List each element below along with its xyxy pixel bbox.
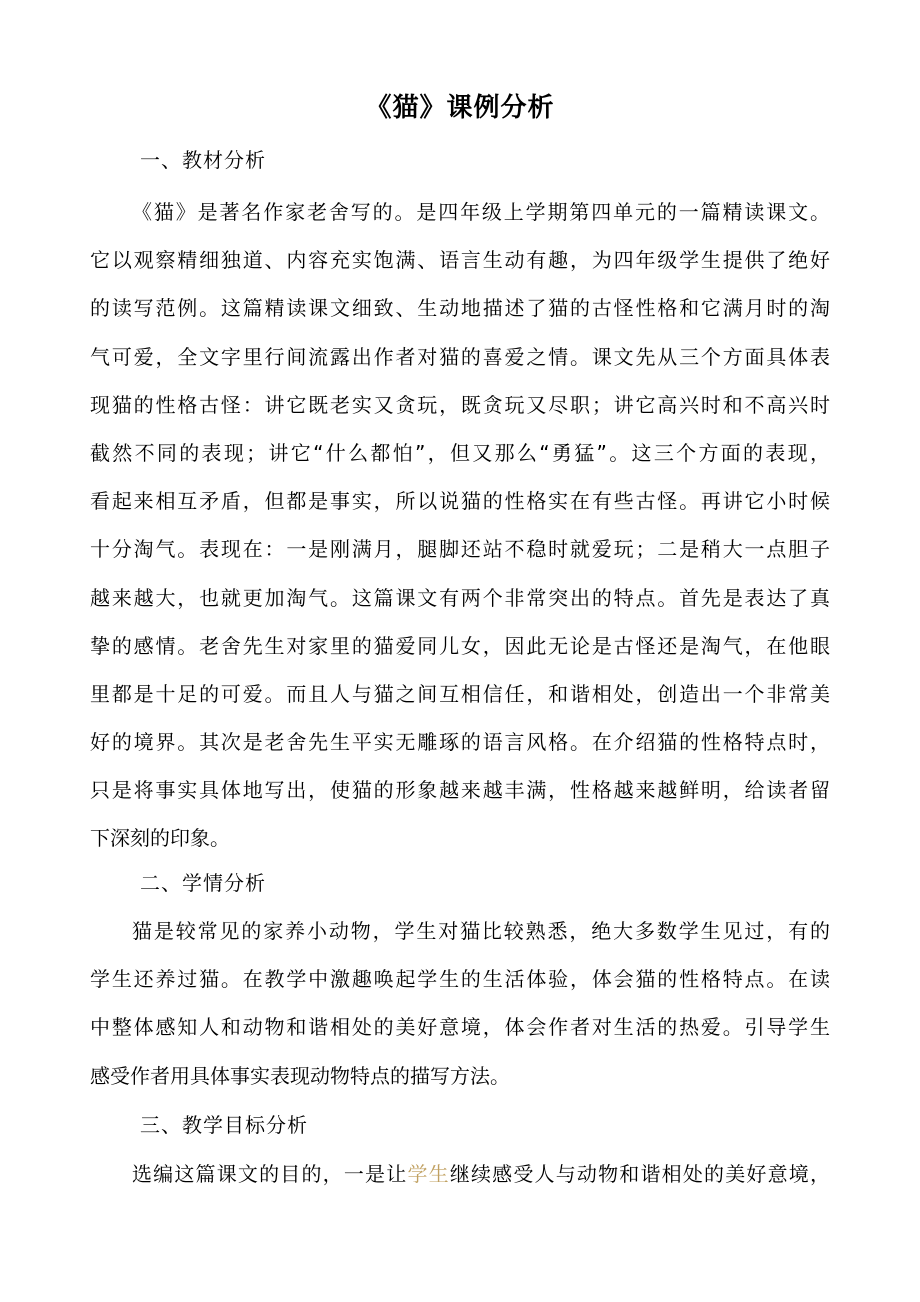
paragraph-line: 越来越大，也就更加淘气。这篇课文有两个非常突出的特点。首先是表达了真 [90,585,830,610]
paragraph-line: 《猫》是著名作家老舍写的。是四年级上学期第四单元的一篇精读课文。 [132,200,830,224]
paragraph-student-analysis [90,907,830,1100]
paragraph-line: 感受作者用具体事实表现动物特点的描写方法。 [90,1063,510,1088]
section-heading-teaching-goals: 三、教学目标分析 [140,1113,308,1137]
section-heading-textbook-analysis: 一、教材分析 [140,148,266,172]
paragraph-line: 好的境界。其次是老舍先生平实无雕琢的语言风格。在介绍猫的性格特点时， [90,730,830,755]
paragraph-teaching-goals [90,1150,830,1198]
paragraph-line: 它以观察精细独道、内容充实饱满、语言生动有趣，为四年级学生提供了绝好 [90,248,830,273]
page-title: 《猫》课例分析 [365,93,555,123]
paragraph-line: 现猫的性格古怪：讲它既老实又贪玩，既贪玩又尽职；讲它高兴时和不高兴时 [90,392,830,417]
paragraph-line: 猫是较常见的家养小动物，学生对猫比较熟悉，绝大多数学生见过，有的 [132,919,830,943]
paragraph-line [90,1150,830,1198]
paragraph-line: 气可爱，全文字里行间流露出作者对猫的喜爱之情。课文先从三个方面具体表 [90,344,830,369]
paragraph-textbook-analysis [90,188,830,863]
paragraph-line: 截然不同的表现；讲它“什么都怕”，但又那么“勇猛”。这三个方面的表现， [90,440,830,465]
section-heading-student-analysis: 二、学情分析 [140,871,266,895]
paragraph-line: 中整体感知人和动物和谐相处的美好意境，体会作者对生活的热爱。引导学生 [90,1015,830,1040]
highlighted-word: 学生 [407,1162,450,1186]
paragraph-line: 看起来相互矛盾，但都是事实，所以说猫的性格实在有些古怪。再讲它小时候 [90,489,830,514]
line-text-before: 选编这篇课文的目的，一是让 [132,1162,408,1186]
paragraph-line: 的读写范例。这篇精读课文细致、生动地描述了猫的古怪性格和它满月时的淘 [90,296,830,321]
paragraph-line: 只是将事实具体地写出，使猫的形象越来越丰满，性格越来越鲜明，给读者留 [90,778,830,803]
paragraph-line: 十分淘气。表现在：一是刚满月，腿脚还站不稳时就爱玩；二是稍大一点胆子 [90,537,830,562]
paragraph-line: 下深刻的印象。 [90,826,230,851]
paragraph-line: 学生还养过猫。在教学中激趣唤起学生的生活体验，体会猫的性格特点。在读 [90,967,830,992]
line-text-after: 继续感受人与动物和谐相处的美好意境， [449,1162,830,1186]
paragraph-line: 挚的感情。老舍先生对家里的猫爱同儿女，因此无论是古怪还是淘气，在他眼 [90,633,830,658]
paragraph-line: 里都是十足的可爱。而且人与猫之间互相信任，和谐相处，创造出一个非常美 [90,681,830,706]
